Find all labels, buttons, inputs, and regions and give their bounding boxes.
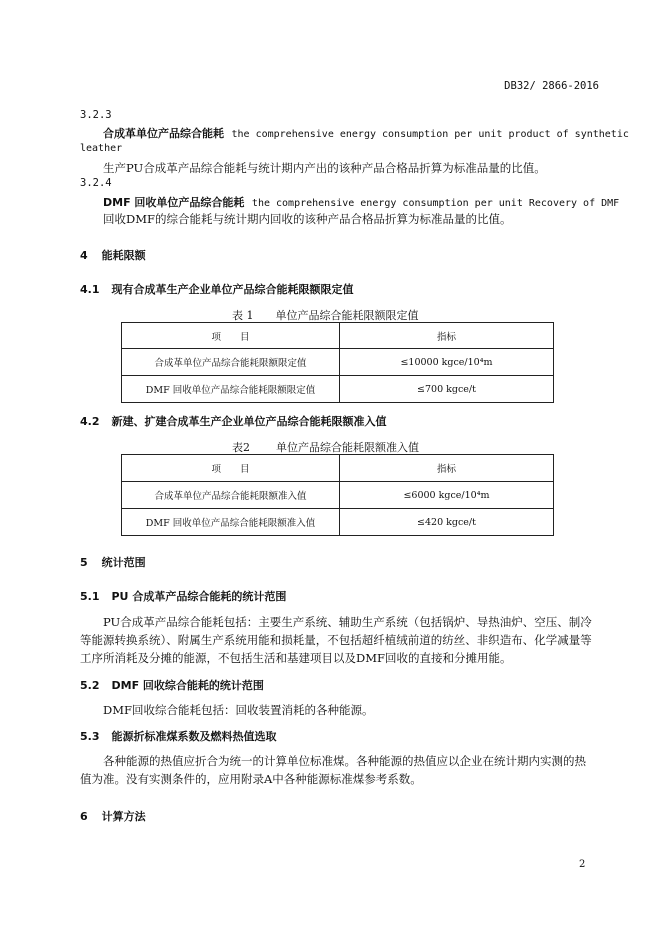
term-english: the comprehensive energy consumption per unit Recovery of DMF xyxy=(251,198,620,209)
table-cell: ≤10000 kgce/10⁴m xyxy=(340,349,554,376)
clause-number: 5.1 xyxy=(80,590,100,603)
table-cell: 合成革单位产品综合能耗限额限定值 xyxy=(122,349,340,376)
paragraph-line: 等能源转换系统）、附属生产系统用能和损耗量，不包括超纤植绒前道的纺丝、非织造布、化学减量等 xyxy=(80,633,592,647)
paragraph-line: DMF回收综合能耗包括：回收装置消耗的各种能源。 xyxy=(103,703,374,717)
table-2-caption xyxy=(232,439,419,455)
section-number: 5 xyxy=(80,556,88,569)
term-english: the comprehensive energy consumption per unit product of synthetic xyxy=(231,129,629,140)
header-cell: 指标 xyxy=(340,323,554,349)
page-number: 2 xyxy=(579,859,586,870)
table-2 xyxy=(121,454,554,536)
table-1-caption xyxy=(232,307,419,323)
table-number: 表2 xyxy=(232,441,250,454)
table-row xyxy=(122,482,554,509)
clause-5-3-heading xyxy=(80,728,277,744)
paragraph-line: 各种能源的热值应折合为统一的计算单位标准煤。各种能源的热值应以企业在统计期内实测的热 xyxy=(103,754,586,768)
paragraph-line: 工序所消耗及分摊的能源，不包括生活和基建项目以及DMF回收的直接和分摊用能。 xyxy=(80,651,512,665)
header-cell: 指标 xyxy=(340,455,554,482)
table-1 xyxy=(121,322,554,403)
table-title: 单位产品综合能耗限额准入值 xyxy=(276,441,419,454)
table-cell: ≤420 kgce/t xyxy=(340,509,554,536)
header-cell: 项 目 xyxy=(122,455,340,482)
section-5-heading xyxy=(80,554,146,570)
paragraph-line: PU合成革产品综合能耗包括：主要生产系统、辅助生产系统（包括锅炉、导热油炉、空压、制冷 xyxy=(103,615,592,629)
header-cell: 项 目 xyxy=(122,323,340,349)
table-row xyxy=(122,509,554,536)
clause-title: DMF 回收综合能耗的统计范围 xyxy=(111,679,264,692)
table-header-row xyxy=(122,455,554,482)
table-cell: DMF 回收单位产品综合能耗限额限定值 xyxy=(122,376,340,403)
table-cell: ≤6000 kgce/10⁴m xyxy=(340,482,554,509)
clause-number: 5.2 xyxy=(80,679,100,692)
section-title: 统计范围 xyxy=(101,556,146,569)
table-cell: 合成革单位产品综合能耗限额准入值 xyxy=(122,482,340,509)
table-row xyxy=(122,349,554,376)
section-4-heading xyxy=(80,247,146,263)
table-header-row xyxy=(122,323,554,349)
section-number: 4 xyxy=(80,249,88,262)
term-chinese: DMF 回收单位产品综合能耗 xyxy=(103,196,245,209)
clause-3-2-3-definition: 生产PU合成革产品综合能耗与统计期内产出的该种产品合格品折算为标准品量的比值。 xyxy=(103,161,546,175)
table-cell: ≤700 kgce/t xyxy=(340,376,554,403)
clause-3-2-3-number: 3.2.3 xyxy=(80,109,112,121)
section-number: 6 xyxy=(80,810,88,823)
table-title: 单位产品综合能耗限额限定值 xyxy=(275,309,419,322)
section-6-heading xyxy=(80,808,146,824)
clause-title: 现有合成革生产企业单位产品综合能耗限额限定值 xyxy=(111,283,354,296)
section-title: 计算方法 xyxy=(101,810,146,823)
clause-4-2-heading xyxy=(80,413,387,429)
term-english-continued: leather xyxy=(80,143,123,154)
clause-number: 5.3 xyxy=(80,730,100,743)
paragraph-line: 值为准。没有实测条件的，应用附录A中各种能源标准煤参考系数。 xyxy=(80,772,422,786)
table-number: 表 1 xyxy=(232,309,254,322)
clause-4-1-heading xyxy=(80,281,354,297)
clause-5-2-heading xyxy=(80,677,264,693)
table-cell: DMF 回收单位产品综合能耗限额准入值 xyxy=(122,509,340,536)
clause-3-2-4-definition: 回收DMF的综合能耗与统计期内回收的该种产品合格品折算为标准品量的比值。 xyxy=(103,212,512,226)
clause-title: 能源折标准煤系数及燃料热值选取 xyxy=(111,730,277,743)
clause-3-2-3-term xyxy=(103,125,629,141)
table-row xyxy=(122,376,554,403)
clause-number: 4.1 xyxy=(80,283,100,296)
clause-3-2-4-number: 3.2.4 xyxy=(80,177,112,189)
clause-title: 新建、扩建合成革生产企业单位产品综合能耗限额准入值 xyxy=(111,415,387,428)
clause-number: 4.2 xyxy=(80,415,100,428)
term-chinese: 合成革单位产品综合能耗 xyxy=(103,127,224,140)
document-code: DB32/ 2866-2016 xyxy=(504,80,599,92)
clause-5-1-heading xyxy=(80,588,286,604)
section-title: 能耗限额 xyxy=(101,249,146,262)
clause-3-2-4-term xyxy=(103,194,619,210)
clause-title: PU 合成革产品综合能耗的统计范围 xyxy=(111,590,287,603)
